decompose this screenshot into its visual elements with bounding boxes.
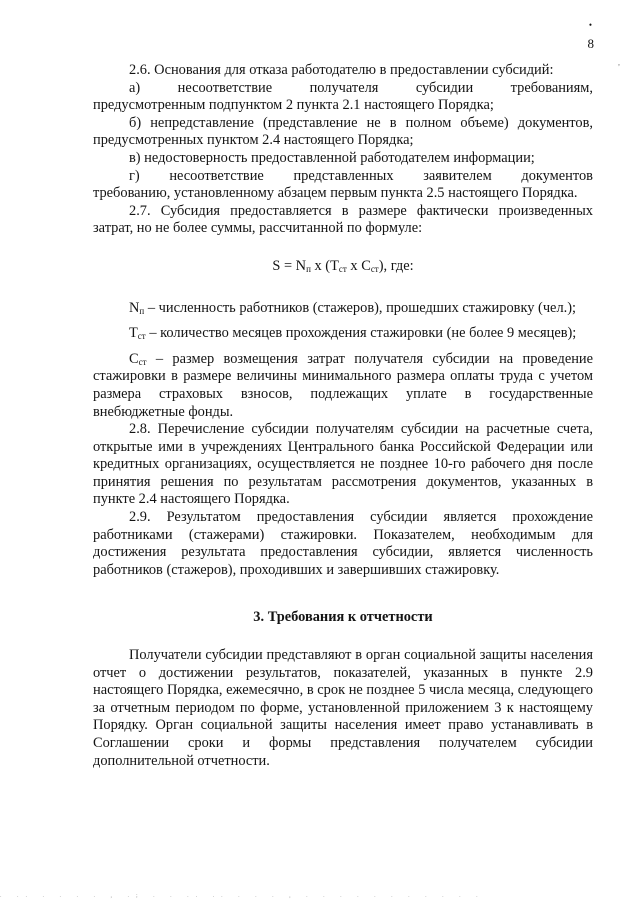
definition-t xyxy=(93,325,593,343)
word: а) xyxy=(129,79,141,96)
word: заявителем xyxy=(423,167,492,184)
word: г) xyxy=(129,167,140,184)
subsidy-formula xyxy=(93,258,593,276)
word: несоответствие xyxy=(169,167,264,184)
word: документов xyxy=(521,167,593,184)
section-2-6-g-rest: требованию, установленному абзацем первым пункта 2.5 настоящего Порядка. xyxy=(93,185,578,202)
word: представленных xyxy=(293,167,394,184)
section-2-6-a-line1 xyxy=(93,80,593,98)
scan-noise: . .. . . . . , .; . . .. .. . . . , . . . . . . . . . . . xyxy=(0,893,485,899)
formula-sub: ст xyxy=(338,263,347,274)
definition-c xyxy=(93,351,593,421)
section-2-9-text: 2.9. Результатом предоставления субсидии является прохождение работниками (стажерами) стажировки. Показателем, необходимым для достижения результата предоставления субсидии, является численность работников (стажеров), проходивших и завершивших стажировку. xyxy=(93,509,593,578)
section-2-7-text: 2.7. Субсидия предоставляется в размере фактически произведенных затрат, но не более суммы, рассчитанной по формуле: xyxy=(93,202,593,237)
definition-n xyxy=(93,300,593,318)
document-body xyxy=(93,62,593,770)
symbol: N xyxy=(129,299,140,316)
word: получателя xyxy=(309,79,379,96)
section-2-6-intro: 2.6. Основания для отказа работодателю в предоставлении субсидий: xyxy=(129,62,554,78)
symbol-sub: ст xyxy=(137,331,146,342)
symbol-sub: п xyxy=(139,305,145,316)
definition-text: – размер возмещения затрат получателя субсидии на проведение стажировки в размере величины минимального размера оплаты труда с учетом размера страховых взносов, подлежащих уплате в государственные внебюджетные фонды. xyxy=(93,350,593,420)
top-mark: • xyxy=(588,20,592,30)
symbol: C xyxy=(129,350,139,367)
formula-part: x (T xyxy=(310,257,339,274)
formula-part: S = N xyxy=(272,257,307,274)
section-2-8-text: 2.8. Перечисление субсидии получателям субсидии на расчетные счета, открытые ими в учреждениях Центрального банка Российской Федерации или кредитных организациях, осуществляется не позднее 10-го рабочего дня после принятия решения по результатам рассмотрения документов, указанных в пункте 2.4 настоящего Порядка. xyxy=(93,421,593,508)
definition-text: – численность работников (стажеров), прошедших стажировку (чел.); xyxy=(144,299,577,316)
symbol: T xyxy=(129,325,138,342)
formula-sub: ст xyxy=(370,263,379,274)
formula-part: x C xyxy=(346,257,371,274)
symbol-sub: ст xyxy=(138,356,147,367)
definition-text: – количество месяцев прохождения стажировки (не более 9 месяцев); xyxy=(145,325,577,342)
page-number: 8 xyxy=(587,36,594,51)
section-2-6-b-line1: б) непредставление (представление не в полном объеме) документов, xyxy=(129,114,593,131)
section-2-6-b-line2: предусмотренных пунктом 2.4 настоящего Порядка; xyxy=(93,132,414,149)
section-3-text: Получатели субсидии представляют в орган социальной защиты населения отчет о достижении результатов, показателей, указанных в пункте 2.9 настоящего Порядка, ежемесячно, в срок не позднее 5 числа месяца, следующего за отчетным периодом по форме, установленной приложением 3 к настоящему Порядку. Орган социальной защиты населения имеет право устанавливать в Соглашении сроки и формы представления получателем субсидии дополнительной отчетности. xyxy=(93,647,593,769)
formula-part: ), где: xyxy=(378,257,414,274)
word: субсидии xyxy=(415,79,474,96)
formula-sub: п xyxy=(306,263,311,274)
section-2-6-a-rest: предусмотренным подпунктом 2 пункта 2.1 настоящего Порядка; xyxy=(93,97,494,114)
word: несоответствие xyxy=(177,79,273,96)
section-3-heading: 3. Требования к отчетности xyxy=(253,609,433,626)
section-2-6-v: в) недостоверность предоставленной работодателем информации; xyxy=(129,149,535,166)
word: требованиям, xyxy=(510,79,593,96)
margin-mark: , xyxy=(618,58,620,67)
section-2-6-g-line1 xyxy=(93,168,593,186)
